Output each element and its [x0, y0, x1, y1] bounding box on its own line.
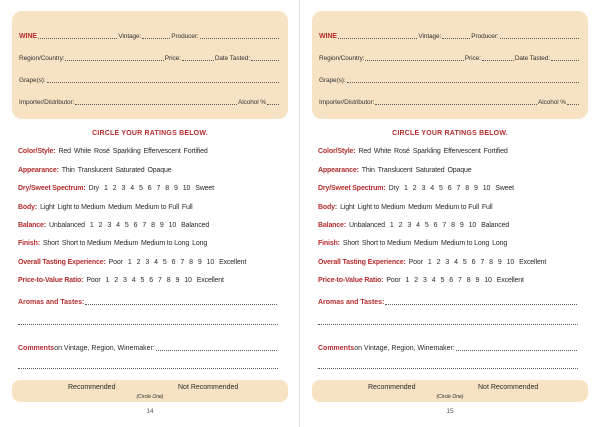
dry-sweet-option[interactable]: 8 — [465, 185, 469, 192]
price-value-option[interactable]: Excellent — [496, 277, 524, 284]
appearance-option[interactable]: Saturated — [115, 167, 145, 174]
region-country-label: Region/Country: — [319, 54, 365, 62]
date-tasted-label: Date Tasted: — [214, 54, 250, 62]
dry-sweet-option[interactable]: Sweet — [195, 185, 214, 192]
appearance-label: Appearance: — [18, 167, 59, 174]
section-title: CIRCLE YOUR RATINGS BELOW. — [392, 130, 508, 137]
overall-option[interactable]: Poor — [108, 259, 123, 266]
balance-option[interactable]: 7 — [442, 222, 447, 229]
wine-field[interactable] — [338, 38, 417, 39]
dry-sweet-option[interactable]: 3 — [421, 185, 426, 192]
overall-option[interactable]: Excellent — [219, 259, 247, 266]
color-style-option[interactable]: Rosé — [394, 148, 410, 155]
balance-option[interactable]: 8 — [151, 222, 155, 229]
wine-info-box — [12, 11, 288, 119]
dry-sweet-option[interactable]: 6 — [147, 185, 152, 192]
recommended-option[interactable]: Recommended — [68, 384, 116, 391]
color-style-row — [18, 147, 290, 157]
overall-option[interactable]: 1 — [127, 259, 132, 266]
recommended-option[interactable]: Recommended — [368, 384, 416, 391]
body-option[interactable]: Medium — [408, 204, 433, 211]
color-style-option[interactable]: Red — [58, 148, 71, 155]
recommendation-box — [312, 380, 588, 402]
producer-label: Producer: — [471, 32, 499, 40]
overall-label: Overall Tasting Experience: — [318, 259, 406, 266]
balance-option[interactable]: 6 — [433, 222, 438, 229]
price-value-option[interactable]: 7 — [458, 277, 462, 284]
finish-option[interactable]: Medium — [114, 240, 138, 247]
balance-option[interactable]: Balanced — [481, 222, 510, 229]
dry-sweet-option[interactable]: 10 — [482, 185, 491, 192]
comments-sublabel: on Vintage, Region, Winemaker: — [354, 345, 455, 352]
balance-row — [318, 221, 590, 231]
finish-option[interactable]: Short — [342, 240, 359, 247]
region-country-label: Region/Country: — [19, 54, 65, 62]
finish-option[interactable]: Long — [192, 240, 208, 247]
overall-option[interactable]: 2 — [436, 259, 441, 266]
dry-sweet-option[interactable]: 3 — [121, 185, 126, 192]
appearance-row — [318, 166, 590, 176]
overall-option[interactable]: 6 — [471, 259, 476, 266]
balance-label: Balance: — [18, 222, 46, 229]
body-option[interactable]: Full — [481, 204, 493, 211]
dry-sweet-row — [18, 184, 290, 194]
section-title: CIRCLE YOUR RATINGS BELOW. — [92, 130, 208, 137]
body-option[interactable]: Medium to Full — [135, 204, 179, 211]
price-value-option[interactable]: 9 — [475, 277, 480, 284]
overall-option[interactable]: 4 — [454, 259, 458, 266]
aromas-label: Aromas and Tastes: — [18, 299, 85, 306]
finish-label: Finish: — [318, 240, 340, 247]
price-value-label: Price-to-Value Ratio: — [18, 277, 84, 284]
price-value-option[interactable]: 3 — [123, 277, 127, 284]
balance-option[interactable]: 1 — [89, 222, 94, 229]
overall-option[interactable]: 1 — [427, 259, 432, 266]
dry-sweet-option[interactable]: Sweet — [495, 185, 514, 192]
finish-label: Finish: — [18, 240, 40, 247]
appearance-option[interactable]: Thin — [361, 167, 375, 174]
vintage-field[interactable] — [142, 38, 170, 39]
dry-sweet-option[interactable]: 1 — [104, 185, 108, 192]
body-option[interactable]: Light — [340, 204, 355, 211]
balance-option[interactable]: Unbalanced — [48, 222, 85, 229]
price-value-option[interactable]: 6 — [449, 277, 453, 284]
dry-sweet-row — [318, 184, 590, 194]
balance-option[interactable]: 5 — [124, 222, 129, 229]
balance-option[interactable]: Unbalanced — [348, 222, 385, 229]
appearance-option[interactable]: Opaque — [447, 167, 472, 174]
comments-label: Comments — [318, 345, 355, 352]
balance-row — [18, 221, 290, 231]
dry-sweet-option[interactable]: 10 — [182, 185, 191, 192]
balance-option[interactable]: 1 — [389, 222, 394, 229]
overall-option[interactable]: 8 — [489, 259, 493, 266]
balance-option[interactable]: Balanced — [181, 222, 210, 229]
balance-option[interactable]: 4 — [416, 222, 420, 229]
importer-label: Importer/Distributor: — [319, 98, 375, 106]
dry-sweet-option[interactable]: 7 — [156, 185, 161, 192]
color-style-row — [318, 147, 590, 157]
vintage-label: Vintage: — [418, 32, 442, 40]
aromas-line-2[interactable] — [318, 324, 578, 325]
balance-option[interactable]: 10 — [468, 222, 477, 229]
balance-option[interactable]: 9 — [159, 222, 164, 229]
date-tasted-field[interactable] — [551, 60, 579, 61]
body-label: Body: — [18, 204, 38, 211]
finish-row — [18, 239, 290, 249]
price-value-option[interactable]: 2 — [414, 277, 418, 284]
price-value-option[interactable]: 8 — [466, 277, 471, 284]
grapes-field[interactable] — [47, 82, 279, 83]
region-country-field[interactable] — [365, 60, 463, 61]
dry-sweet-option[interactable]: 5 — [439, 185, 443, 192]
price-value-row — [18, 276, 290, 286]
comments-line-2[interactable] — [318, 368, 578, 369]
date-tasted-label: Date Tasted: — [514, 54, 550, 62]
dry-sweet-label: Dry/Sweet Spectrum: — [318, 185, 386, 192]
price-value-row — [318, 276, 590, 286]
price-value-option[interactable]: Poor — [386, 277, 401, 284]
body-option[interactable]: Medium to Full — [435, 204, 479, 211]
balance-option[interactable]: 3 — [107, 222, 112, 229]
dry-sweet-option[interactable]: 8 — [165, 185, 169, 192]
finish-option[interactable]: Long — [492, 240, 508, 247]
price-label: Price: — [464, 54, 481, 62]
appearance-option[interactable]: Thin — [61, 167, 75, 174]
region-country-field[interactable] — [65, 60, 163, 61]
price-field[interactable] — [182, 60, 214, 61]
appearance-label: Appearance: — [318, 167, 359, 174]
dry-sweet-option[interactable]: 4 — [130, 185, 134, 192]
price-value-option[interactable]: 8 — [166, 277, 171, 284]
alcohol-field[interactable] — [567, 104, 579, 105]
price-value-option[interactable]: 5 — [140, 277, 145, 284]
vintage-label: Vintage: — [118, 32, 142, 40]
overall-row — [318, 258, 590, 268]
alcohol-label: Alcohol % — [237, 98, 266, 106]
importer-label: Importer/Distributor: — [19, 98, 75, 106]
body-row — [18, 203, 290, 213]
aromas-field[interactable] — [385, 304, 577, 305]
color-style-option[interactable]: Effervescent — [443, 148, 481, 155]
dry-sweet-option[interactable]: 9 — [174, 185, 178, 192]
overall-option[interactable]: 5 — [162, 259, 167, 266]
color-style-label: Color/Style: — [318, 148, 356, 155]
balance-option[interactable]: 5 — [424, 222, 429, 229]
dry-sweet-option[interactable]: 9 — [474, 185, 478, 192]
aromas-label: Aromas and Tastes: — [318, 299, 385, 306]
dry-sweet-option[interactable]: 5 — [139, 185, 143, 192]
overall-option[interactable]: Excellent — [519, 259, 547, 266]
color-style-option[interactable]: Red — [358, 148, 371, 155]
balance-option[interactable]: 3 — [407, 222, 412, 229]
circle-one-note: (Circle One) — [436, 394, 464, 400]
date-tasted-field[interactable] — [251, 60, 279, 61]
color-style-label: Color/Style: — [18, 148, 56, 155]
not-recommended-option[interactable]: Not Recommended — [478, 384, 539, 391]
dry-sweet-option[interactable]: Dry — [388, 185, 399, 192]
overall-option[interactable]: 10 — [506, 259, 515, 266]
price-value-label: Price-to-Value Ratio: — [318, 277, 384, 284]
overall-row — [18, 258, 290, 268]
overall-option[interactable]: 9 — [197, 259, 202, 266]
page-number: 15 — [446, 408, 454, 415]
producer-field[interactable] — [200, 38, 279, 39]
balance-option[interactable]: 4 — [116, 222, 120, 229]
wine-field[interactable] — [38, 38, 117, 39]
vintage-field[interactable] — [442, 38, 470, 39]
overall-label: Overall Tasting Experience: — [18, 259, 106, 266]
balance-option[interactable]: 7 — [142, 222, 147, 229]
overall-option[interactable]: 7 — [480, 259, 485, 266]
dry-sweet-option[interactable]: Dry — [88, 185, 99, 192]
price-value-option[interactable]: Poor — [86, 277, 101, 284]
balance-option[interactable]: 2 — [98, 222, 103, 229]
alcohol-label: Alcohol % — [537, 98, 566, 106]
comments-label: Comments — [18, 345, 55, 352]
overall-option[interactable]: 4 — [154, 259, 158, 266]
wine-info-box — [312, 11, 588, 119]
overall-option[interactable]: 9 — [497, 259, 502, 266]
price-value-option[interactable]: 10 — [184, 277, 192, 284]
price-value-option[interactable]: 4 — [431, 277, 436, 284]
body-option[interactable]: Medium — [108, 204, 133, 211]
appearance-option[interactable]: Opaque — [147, 167, 172, 174]
finish-option[interactable]: Medium to Long — [441, 240, 490, 247]
body-label: Body: — [318, 204, 338, 211]
price-label: Price: — [164, 54, 181, 62]
circle-one-note: (Circle One) — [136, 394, 164, 400]
appearance-option[interactable]: Translucent — [77, 167, 113, 174]
producer-label: Producer: — [171, 32, 199, 40]
color-style-option[interactable]: White — [373, 148, 392, 155]
overall-option[interactable]: 3 — [445, 259, 450, 266]
overall-option[interactable]: 7 — [180, 259, 185, 266]
dry-sweet-option[interactable]: 6 — [447, 185, 452, 192]
price-value-option[interactable]: Excellent — [196, 277, 224, 284]
recommendation-box — [12, 380, 288, 402]
color-style-option[interactable]: White — [73, 148, 92, 155]
importer-field[interactable] — [375, 104, 537, 105]
price-field[interactable] — [482, 60, 514, 61]
finish-option[interactable]: Short to Medium — [361, 240, 411, 247]
comments-field[interactable] — [156, 350, 277, 351]
body-row — [318, 203, 590, 213]
finish-option[interactable]: Short — [42, 240, 59, 247]
color-style-option[interactable]: Sparkling — [412, 148, 441, 155]
color-style-option[interactable]: Fortified — [483, 148, 508, 155]
balance-option[interactable]: 8 — [451, 222, 455, 229]
price-value-option[interactable]: 3 — [423, 277, 427, 284]
finish-row — [318, 239, 590, 249]
finish-option[interactable]: Medium — [414, 240, 438, 247]
dry-sweet-option[interactable]: 2 — [412, 185, 417, 192]
balance-option[interactable]: 2 — [398, 222, 403, 229]
price-value-option[interactable]: 5 — [440, 277, 445, 284]
dry-sweet-option[interactable]: 4 — [430, 185, 434, 192]
overall-option[interactable]: 6 — [171, 259, 176, 266]
comments-sublabel: on Vintage, Region, Winemaker: — [54, 345, 155, 352]
page-right — [300, 0, 600, 427]
overall-option[interactable]: 2 — [136, 259, 141, 266]
importer-field[interactable] — [75, 104, 237, 105]
color-style-option[interactable]: Rosé — [94, 148, 110, 155]
aromas-field[interactable] — [85, 304, 277, 305]
grapes-field[interactable] — [347, 82, 579, 83]
alcohol-field[interactable] — [267, 104, 279, 105]
body-option[interactable]: Light to Medium — [357, 204, 406, 211]
dry-sweet-option[interactable]: 2 — [112, 185, 117, 192]
finish-option[interactable]: Medium to Long — [141, 240, 190, 247]
color-style-option[interactable]: Fortified — [183, 148, 208, 155]
grapes-label: Grape(s): — [319, 76, 346, 84]
color-style-option[interactable]: Effervescent — [143, 148, 181, 155]
wine-label: WINE — [19, 33, 37, 40]
overall-option[interactable]: 5 — [462, 259, 467, 266]
finish-option[interactable]: Short to Medium — [61, 240, 111, 247]
price-value-option[interactable]: 7 — [158, 277, 162, 284]
appearance-option[interactable]: Translucent — [377, 167, 413, 174]
dry-sweet-option[interactable]: 7 — [456, 185, 461, 192]
price-value-option[interactable]: 9 — [175, 277, 180, 284]
aromas-line-2[interactable] — [18, 324, 278, 325]
price-value-option[interactable]: 10 — [484, 277, 492, 284]
page-number: 14 — [146, 408, 154, 415]
body-option[interactable]: Light to Medium — [57, 204, 106, 211]
balance-option[interactable]: 6 — [133, 222, 138, 229]
wine-label: WINE — [319, 33, 337, 40]
grapes-label: Grape(s): — [19, 76, 46, 84]
price-value-option[interactable]: 4 — [131, 277, 136, 284]
body-option[interactable]: Light — [40, 204, 55, 211]
balance-option[interactable]: 10 — [168, 222, 177, 229]
overall-option[interactable]: 3 — [145, 259, 150, 266]
appearance-option[interactable]: Saturated — [415, 167, 445, 174]
overall-option[interactable]: 8 — [189, 259, 193, 266]
overall-option[interactable]: Poor — [408, 259, 423, 266]
color-style-option[interactable]: Sparkling — [112, 148, 141, 155]
comments-field[interactable] — [456, 350, 577, 351]
dry-sweet-option[interactable]: 1 — [404, 185, 408, 192]
price-value-option[interactable]: 1 — [405, 277, 410, 284]
price-value-option[interactable]: 1 — [105, 277, 110, 284]
comments-line-2[interactable] — [18, 368, 278, 369]
overall-option[interactable]: 10 — [206, 259, 215, 266]
dry-sweet-label: Dry/Sweet Spectrum: — [18, 185, 86, 192]
body-option[interactable]: Full — [181, 204, 193, 211]
price-value-option[interactable]: 6 — [149, 277, 153, 284]
balance-label: Balance: — [318, 222, 346, 229]
balance-option[interactable]: 9 — [459, 222, 464, 229]
appearance-row — [18, 166, 290, 176]
producer-field[interactable] — [500, 38, 579, 39]
price-value-option[interactable]: 2 — [114, 277, 118, 284]
not-recommended-option[interactable]: Not Recommended — [178, 384, 239, 391]
